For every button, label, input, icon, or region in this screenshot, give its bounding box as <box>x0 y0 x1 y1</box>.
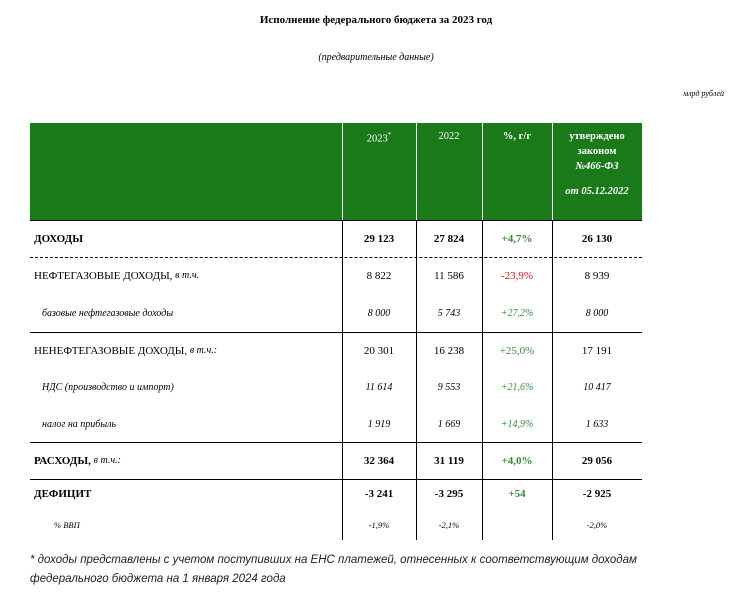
header-2023: 2023* <box>366 131 392 145</box>
header-2022: 2022 <box>438 131 460 142</box>
footnote: * доходы представлены с учетом поступивших на ЕНС платежей, отнесенных к соответствующим доходам федерального бюджета на 1 января 2024 года <box>30 554 637 585</box>
row-label: % ВВП <box>54 519 80 530</box>
row-label: ДЕФИЦИТ <box>34 488 92 500</box>
table-header <box>30 123 642 220</box>
row-label: налог на прибыль <box>42 418 117 430</box>
row-label: НДС (производство и импорт) <box>42 382 174 393</box>
page-title: Исполнение федерального бюджета за 2023 год <box>259 14 493 26</box>
table-row: налог на прибыль 1 919 1 669 +14,9% 1 633 <box>30 406 642 442</box>
table-row: базовые нефтегазовые доходы 8 000 5 743 +27,2% 8 000 <box>30 294 642 332</box>
row-label: НЕФТЕГАЗОВЫЕ ДОХОДЫ, в т.ч. <box>34 269 200 282</box>
units-label: млрд рублей <box>682 89 724 98</box>
table-row: ДЕФИЦИТ -3 241 -3 295 +54 -2 925 <box>30 479 642 509</box>
row-label: РАСХОДЫ, в т.ч.: <box>34 454 121 467</box>
table-row: РАСХОДЫ, в т.ч.: 32 364 31 119 +4,0% 29 056 <box>30 442 642 479</box>
table-row: НДС (производство и импорт) 11 614 9 553 +21,6% 10 417 <box>30 369 642 406</box>
table-row: НЕНЕФТЕГАЗОВЫЕ ДОХОДЫ, в т.ч.: 20 301 16 238 +25,0% 17 191 <box>30 332 642 369</box>
header-law: утверждено законом №466-ФЗ от 05.12.2022 <box>565 131 629 197</box>
header-pct: %, г/г <box>502 131 532 142</box>
row-label: НЕНЕФТЕГАЗОВЫЕ ДОХОДЫ, в т.ч.: <box>34 344 218 357</box>
budget-table <box>30 123 642 220</box>
row-label: базовые нефтегазовые доходы <box>42 307 174 319</box>
table-row: % ВВП -1,9% -2,1% -2,0% <box>30 509 642 540</box>
page-subtitle: (предварительные данные) <box>318 52 434 63</box>
row-label: ДОХОДЫ <box>34 232 84 245</box>
table-row: НЕФТЕГАЗОВЫЕ ДОХОДЫ, в т.ч. 8 822 11 586 -23,9% 8 939 <box>30 257 642 294</box>
table-row: ДОХОДЫ 29 123 27 824 +4,7% 26 130 <box>30 220 642 257</box>
